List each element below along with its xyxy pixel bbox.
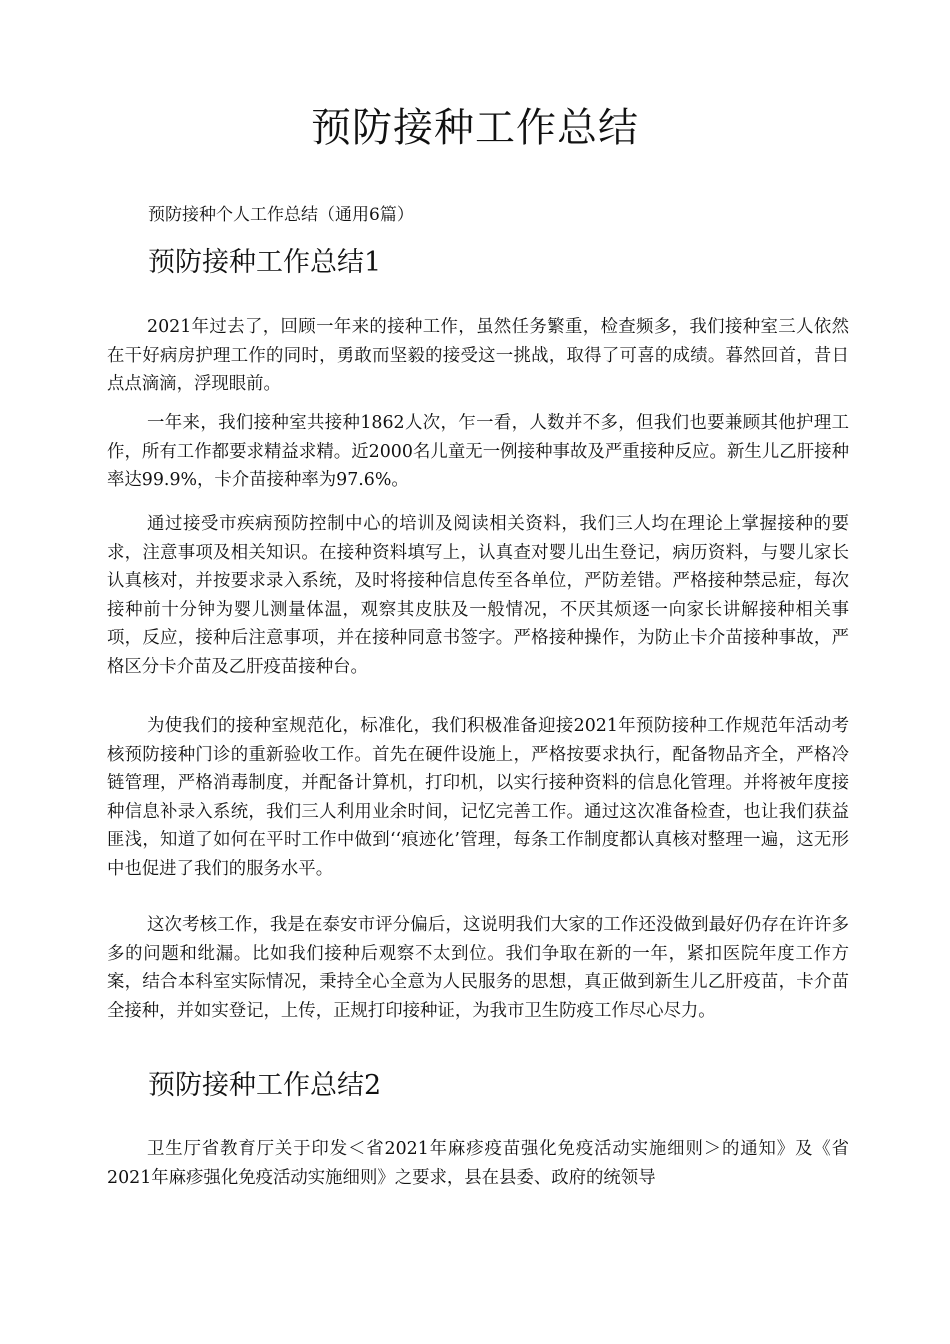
paragraph-1-2: 一年来，我们接种室共接种1862人次，乍一看，人数并不多，但我们也要兼顾其他护理工作，所有工作都要求精益求精。近2000名儿童无一例接种事故及严重接种反应。新生儿乙肝接种率达99.9%，卡介苗接种率为97.6%。 <box>107 413 849 491</box>
paragraph-1-1: 2021年过去了，回顾一年来的接种工作，虽然任务繁重，检查频多，我们接种室三人依然在干好病房护理工作的同时，勇敢而坚毅的接受这一挑战，取得了可喜的成绩。暮然回首，昔日点点滴滴，浮现眼前。 <box>107 317 849 395</box>
paragraph-2-1: 卫生厅省教育厅关于印发＜省2021年麻疹疫苗强化免疫活动实施细则＞的通知》及《省2021年麻疹强化免疫活动实施细则》之要求，县在县委、政府的统领导 <box>107 1139 849 1188</box>
document-subtitle: 预防接种个人工作总结（通用6篇） <box>148 205 414 225</box>
paragraph-1-4: 为使我们的接种室规范化，标准化，我们积极准备迎接2021年预防接种工作规范年活动考核预防接种门诊的重新验收工作。首先在硬件设施上，严格按要求执行，配备物品齐全，严格冷链管理，严格消毒制度，并配备计算机，打印机，以实行接种资料的信息化管理。并将被年度接种信息补录入系统，我们三人利用业余时间，记忆完善工作。通过这次准备检查，也让我们获益匪浅，知道了如何在平时工作中做到‘‘痕迹化’管理，每条工作制度都认真核对整理一遍，这无形中也促进了我们的服务水平。 <box>107 716 849 879</box>
paragraph-1-3: 通过接受市疾病预防控制中心的培训及阅读相关资料，我们三人均在理论上掌握接种的要求，注意事项及相关知识。在接种资料填写上，认真查对婴儿出生登记，病历资料，与婴儿家长认真核对，并按要求录入系统，及时将接种信息传至各单位，严防差错。严格接种禁忌症，每次接种前十分钟为婴儿测量体温，观察其皮肤及一般情况，不厌其烦逐一向家长讲解接种相关事项，反应，接种后注意事项，并在接种同意书签字。严格接种操作，为防止卡介苗接种事故，严格区分卡介苗及乙肝疫苗接种台。 <box>107 514 849 677</box>
section-heading-2: 预防接种工作总结2 <box>148 1070 382 1101</box>
document-title: 预防接种工作总结 <box>311 105 639 151</box>
section-heading-1: 预防接种工作总结1 <box>148 247 382 278</box>
paragraph-1-5: 这次考核工作，我是在泰安市评分偏后，这说明我们大家的工作还没做到最好仍存在许许多多的问题和纰漏。比如我们接种后观察不太到位。我们争取在新的一年，紧扣医院年度工作方案，结合本科室实际情况，秉持全心全意为人民服务的思想，真正做到新生儿乙肝疫苗，卡介苗全接种，并如实登记，上传，正规打印接种证，为我市卫生防疫工作尽心尽力。 <box>107 915 849 1021</box>
